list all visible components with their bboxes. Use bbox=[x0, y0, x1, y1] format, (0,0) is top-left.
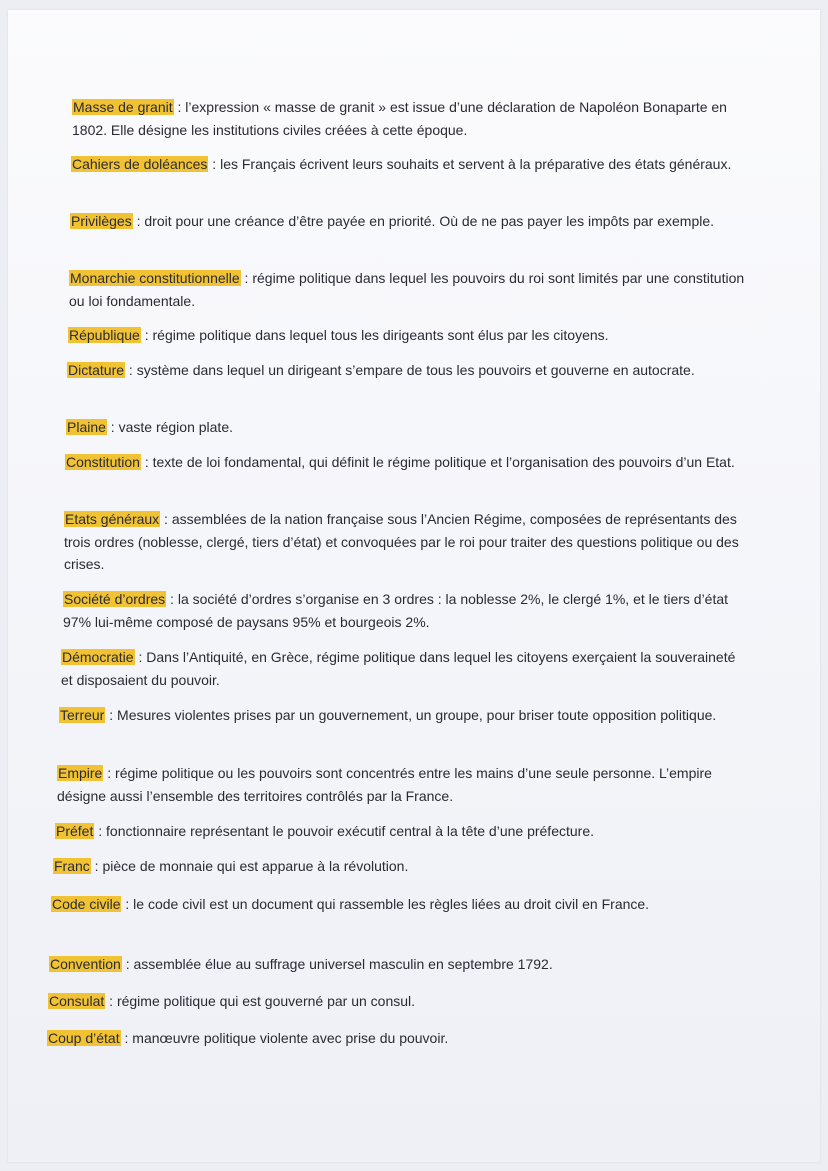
glossary-definition: l’expression « masse de granit » est issue d’une déclaration de Napoléon Bonaparte en 1802. Elle désigne les institutions civiles créées à cette époque. bbox=[72, 99, 727, 138]
paper-sheet bbox=[8, 10, 820, 1162]
glossary-definition: régime politique dans lequel tous les dirigeants sont élus par les citoyens. bbox=[152, 327, 609, 343]
glossary-entry bbox=[59, 704, 739, 727]
glossary-definition: vaste région plate. bbox=[118, 419, 233, 435]
glossary-entry bbox=[69, 267, 749, 312]
glossary-entry bbox=[57, 762, 737, 807]
glossary-term: Convention bbox=[50, 956, 121, 972]
term-separator: : bbox=[106, 419, 119, 435]
glossary-definition: assemblées de la nation française sous l’Ancien Régime, composées de représentants des trois ordres (noblesse, clergé, tiers d’état) et convoquées par le roi pour traiter des questions politique ou des crises. bbox=[64, 511, 739, 572]
glossary-definition: Mesures violentes prises par un gouvernement, un groupe, pour briser toute opposition politique. bbox=[117, 707, 717, 723]
term-separator: : bbox=[121, 956, 134, 972]
glossary-entry bbox=[48, 990, 728, 1013]
term-separator: : bbox=[140, 454, 153, 470]
glossary-term: Etats généraux bbox=[65, 511, 160, 527]
glossary-term: Dictature bbox=[68, 362, 125, 378]
glossary-term: Code civile bbox=[52, 896, 121, 912]
term-separator: : bbox=[140, 327, 153, 343]
glossary-definition: système dans lequel un dirigeant s’empare de tous les pouvoirs et gouverne en autocrate. bbox=[136, 362, 695, 378]
glossary-entry bbox=[71, 153, 751, 176]
glossary-term: Société d’ordres bbox=[64, 591, 166, 607]
term-separator: : bbox=[121, 896, 134, 912]
term-separator: : bbox=[132, 213, 145, 229]
glossary-definition: régime politique ou les pouvoirs sont concentrés entre les mains d’une seule personne. L’empire désigne aussi l’ensemble des territoires contrôlés par la France. bbox=[57, 765, 712, 804]
glossary-entry bbox=[64, 508, 744, 576]
term-separator: : bbox=[105, 993, 117, 1009]
glossary-entry bbox=[49, 953, 729, 976]
glossary-term: Constitution bbox=[66, 454, 140, 470]
term-separator: : bbox=[134, 649, 147, 665]
glossary-definition: le code civil est un document qui rassemble les règles liées au droit civil en France. bbox=[133, 896, 650, 912]
glossary-definition: droit pour une créance d’être payée en priorité. Où de ne pas payer les impôts par exemple. bbox=[144, 213, 715, 229]
glossary-definition: la société d’ordres s’organise en 3 ordres : la noblesse 2%, le clergé 1%, et le tiers d’état 97% lui-même composé de paysans 95% et bourgeois 2%. bbox=[63, 591, 729, 630]
glossary-term: République bbox=[69, 327, 140, 343]
glossary-term: Cahiers de doléances bbox=[72, 156, 208, 172]
glossary-list bbox=[8, 10, 820, 1162]
glossary-term: Masse de granit bbox=[73, 99, 173, 115]
term-separator: : bbox=[125, 362, 137, 378]
glossary-term: Franc bbox=[54, 858, 90, 874]
glossary-definition: pièce de monnaie qui est apparue à la révolution. bbox=[102, 858, 409, 874]
glossary-entry bbox=[53, 855, 733, 878]
glossary-term: Démocratie bbox=[62, 649, 134, 665]
term-separator: : bbox=[173, 99, 186, 115]
glossary-definition: assemblée élue au suffrage universel masculin en septembre 1792. bbox=[133, 956, 553, 972]
glossary-entry bbox=[61, 646, 741, 691]
glossary-entry bbox=[47, 1027, 727, 1050]
glossary-term: Empire bbox=[58, 765, 103, 781]
glossary-entry bbox=[68, 324, 748, 347]
term-separator: : bbox=[240, 270, 253, 286]
glossary-term: Monarchie constitutionnelle bbox=[70, 270, 240, 286]
glossary-entry bbox=[63, 588, 743, 633]
glossary-term: Consulat bbox=[49, 993, 105, 1009]
term-separator: : bbox=[166, 591, 178, 607]
glossary-entry bbox=[72, 96, 752, 141]
glossary-entry bbox=[70, 210, 750, 233]
glossary-entry bbox=[66, 416, 746, 439]
glossary-definition: régime politique dans lequel les pouvoirs du roi sont limités par une constitution ou loi fondamentale. bbox=[69, 270, 745, 309]
glossary-entry bbox=[51, 893, 731, 916]
term-separator: : bbox=[120, 1030, 133, 1046]
term-separator: : bbox=[105, 707, 118, 723]
glossary-definition: Dans l’Antiquité, en Grèce, régime politique dans lequel les citoyens exerçaient la souveraineté et disposaient du pouvoir. bbox=[61, 649, 736, 688]
term-separator: : bbox=[160, 511, 172, 527]
glossary-definition: les Français écrivent leurs souhaits et servent à la préparative des états généraux. bbox=[220, 156, 732, 172]
glossary-entry bbox=[55, 820, 735, 843]
glossary-term: Privilèges bbox=[71, 213, 132, 229]
glossary-term: Plaine bbox=[67, 419, 106, 435]
glossary-definition: manœuvre politique violente avec prise du pouvoir. bbox=[132, 1030, 449, 1046]
glossary-term: Coup d’état bbox=[48, 1030, 120, 1046]
glossary-entry bbox=[65, 451, 745, 474]
glossary-definition: régime politique qui est gouverné par un consul. bbox=[116, 993, 416, 1009]
glossary-definition: fonctionnaire représentant le pouvoir exécutif central à la tête d’une préfecture. bbox=[106, 823, 594, 839]
term-separator: : bbox=[103, 765, 116, 781]
term-separator: : bbox=[208, 156, 221, 172]
term-separator: : bbox=[90, 858, 103, 874]
term-separator: : bbox=[94, 823, 107, 839]
glossary-entry bbox=[67, 359, 747, 382]
glossary-term: Terreur bbox=[60, 707, 105, 723]
glossary-term: Préfet bbox=[56, 823, 94, 839]
glossary-definition: texte de loi fondamental, qui définit le régime politique et l’organisation des pouvoirs d’un Etat. bbox=[152, 454, 735, 470]
